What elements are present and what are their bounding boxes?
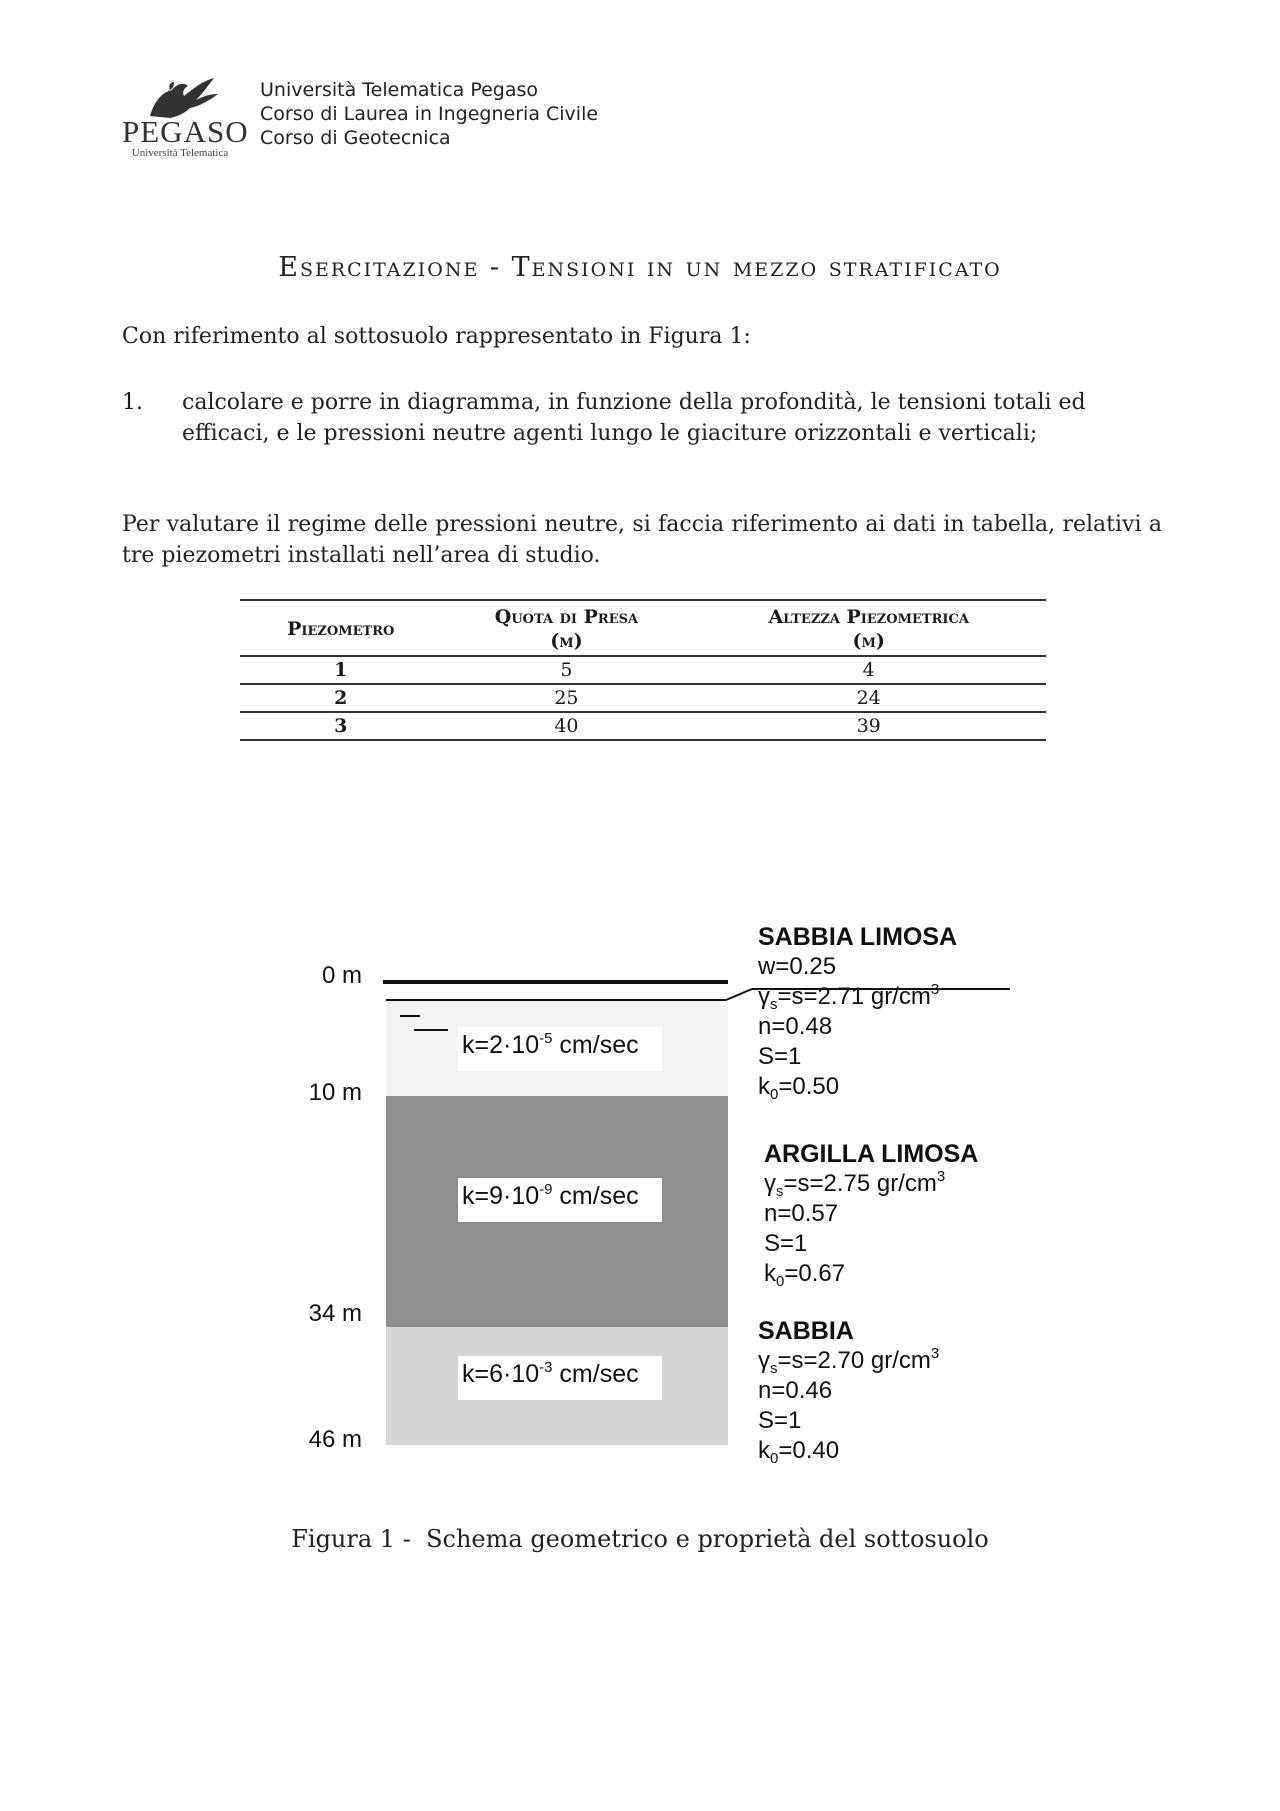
logo-wordmark: PEGASO [122, 114, 249, 149]
pegaso-logo [120, 76, 249, 168]
layer-properties-argilla-limosa: ARGILLA LIMOSA $\gamma_s=s=2.75$ $gr/cm^3$ n=0.57 S=1 $k_0=0.67$ [764, 1140, 979, 1290]
permeability-label: $k=9\cdot 10^{-9}$ cm/sec [458, 1178, 662, 1222]
table-header-altezza: Altezza Piezometrica (m) [691, 600, 1046, 656]
table-row: 2 25 24 [240, 684, 1046, 712]
permeability-label: $k=6\cdot 10^{-3}$ cm/sec [458, 1356, 662, 1400]
depth-label: 10 m [308, 1079, 362, 1106]
layer-name: SABBIA [758, 1317, 854, 1345]
page-title: Esercitazione - Tensioni in un mezzo stratificato [278, 252, 1002, 283]
layer-properties-sabbia-limosa: SABBIA LIMOSA w=0.25 $\gamma_s=s=2.71$ $gr/cm^3$ n=0.48 S=1 $k_0=0.50$ [758, 923, 958, 1103]
depth-label: 46 m [308, 1426, 362, 1453]
list-item-text: calcolare e porre in diagramma, in funzione della profondità, le tensioni totali ed efficaci, e le pressioni neutre agenti lungo le giaciture orizzontali e verticali; [182, 390, 1086, 446]
permeability-label: $k=2\cdot 10^{-5}$ cm/sec [458, 1027, 662, 1071]
layer-name: SABBIA LIMOSA [758, 923, 958, 951]
table-row: 3 40 39 [240, 712, 1046, 740]
layer-name: ARGILLA LIMOSA [764, 1140, 979, 1168]
layer-properties-sabbia: SABBIA $\gamma_s=s=2.70$ $gr/cm^3$ n=0.46 S=1 $k_0=0.40$ [758, 1317, 940, 1467]
header-text [260, 78, 598, 150]
intro-paragraph: Con riferimento al sottosuolo rappresentato in Figura 1: [122, 324, 751, 349]
degree-course: Corso di Laurea in Ingegneria Civile [260, 103, 599, 125]
piezometer-table [240, 599, 1046, 741]
figure-caption: Figura 1 - Schema geometrico e proprietà del sottosuolo [291, 1525, 989, 1553]
list-item-number: 1. [122, 390, 143, 415]
course-name: Corso di Geotecnica [260, 127, 451, 149]
university-name: Università Telematica Pegaso [260, 79, 539, 101]
depth-label: 0 m [321, 962, 362, 989]
table-header-quota: Quota di Presa (m) [442, 600, 692, 656]
table-header-piezometro: Piezometro [240, 600, 442, 656]
water-table-slope [726, 989, 752, 1000]
logo-subtext: Università Telematica [131, 147, 229, 159]
table-row: 1 5 4 [240, 656, 1046, 684]
piezometer-paragraph: Per valutare il regime delle pressioni neutre, si faccia riferimento ai dati in tabella, relativi a tre piezometri installati nell’area di studio. [122, 512, 1162, 568]
depth-label: 34 m [308, 1300, 362, 1327]
